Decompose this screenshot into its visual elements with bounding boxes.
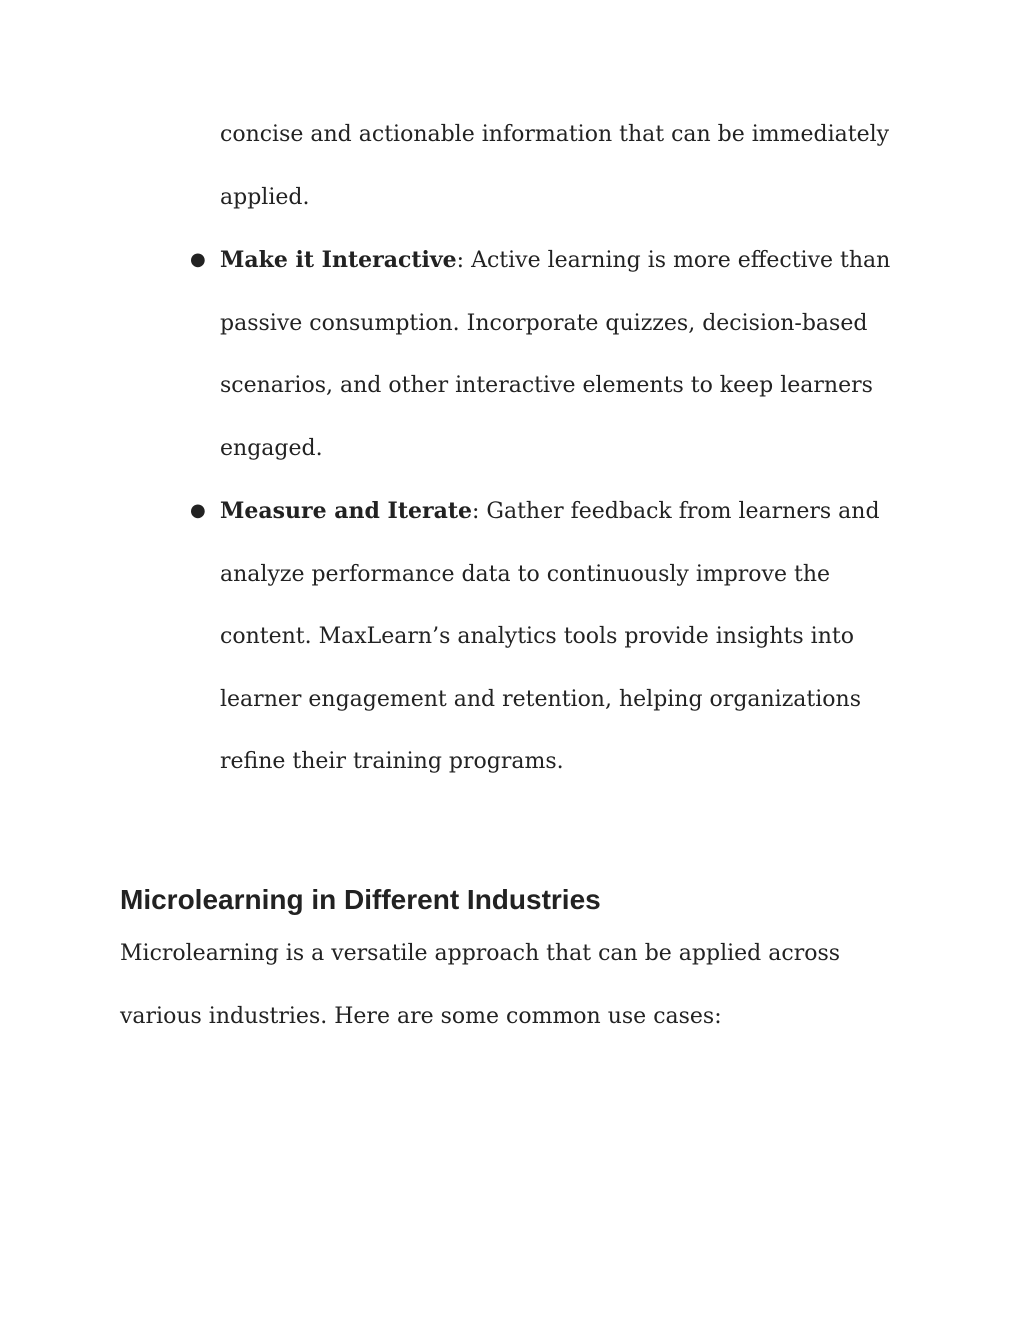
section-intro-paragraph: Microlearning is a versatile approach that can be applied across various industries. Here are some common use cases: [120, 941, 841, 1029]
bullet-list [0, 229, 1024, 794]
bullet-term: Measure and Iterate [220, 498, 472, 524]
bullet-icon: ● [190, 500, 206, 521]
list-item [0, 480, 910, 794]
bullet-text: Gather feedback from learners and analyze performance data to continuously improve the content. MaxLearn’s analytics tools provide insights into learner engagement and retention, helping organizations refine their training programs. [220, 499, 880, 774]
bullet-icon: ● [190, 249, 206, 270]
list-item [0, 229, 910, 480]
continuation-paragraph: concise and actionable information that can be immediately applied. [220, 122, 890, 210]
bullet-term: Make it Interactive [220, 247, 457, 273]
bullet-text: Active learning is more effective than passive consumption. Incorporate quizzes, decision-based scenarios, and other interactive elements to keep learners engaged. [220, 248, 891, 461]
bullet-separator: : [471, 499, 480, 524]
section-heading: Microlearning in Different Industries [120, 884, 601, 915]
bullet-separator: : [456, 248, 465, 273]
